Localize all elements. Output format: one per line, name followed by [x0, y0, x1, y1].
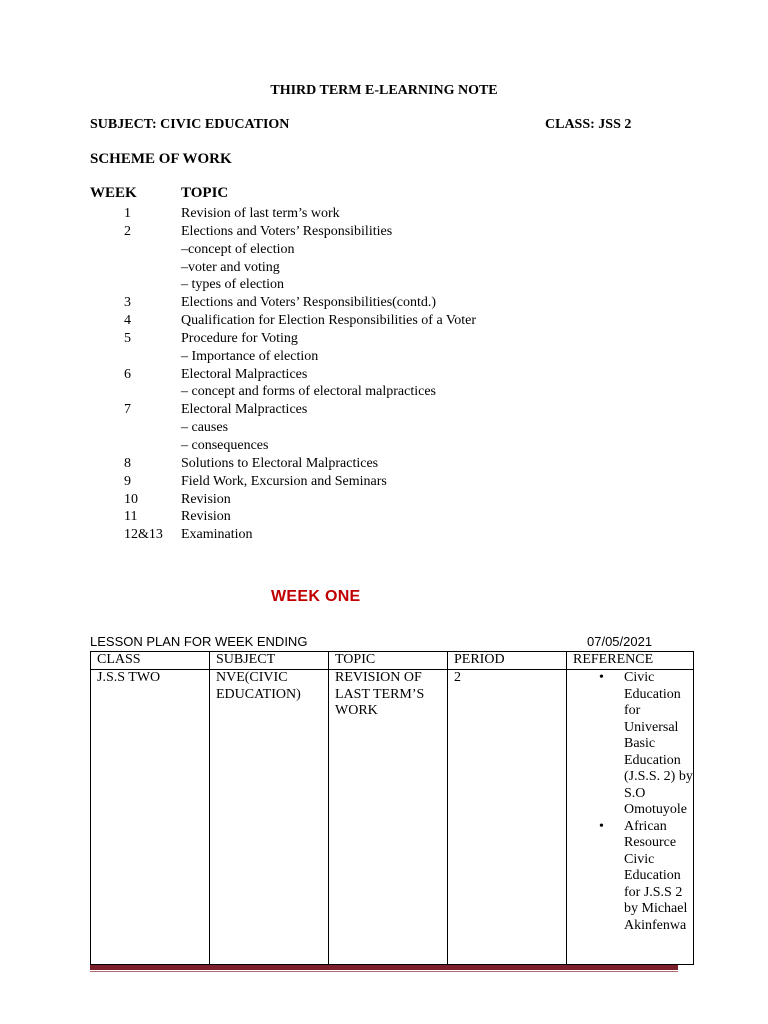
week-topic: – Importance of election	[181, 348, 319, 364]
page-title: THIRD TERM E-LEARNING NOTE	[270, 83, 498, 98]
week-number: 6	[124, 366, 131, 382]
schedule-row	[0, 348, 768, 366]
schedule-row	[0, 508, 768, 526]
week-number: 10	[124, 491, 138, 507]
week-number: 9	[124, 473, 131, 489]
week-topic: Revision	[181, 509, 231, 525]
week-number: 1	[124, 206, 131, 221]
week-number: 3	[124, 295, 131, 311]
week-topic: Electoral Malpractices	[181, 402, 308, 418]
cell-period: 2	[448, 670, 567, 965]
week-topic: Procedure for Voting	[181, 330, 298, 346]
cell-class: J.S.S TWO	[91, 670, 210, 965]
lesson-plan-table	[90, 651, 694, 965]
schedule-row	[0, 401, 768, 419]
reference-list	[573, 670, 693, 934]
cell-topic: REVISION OF LAST TERM’S WORK	[329, 670, 448, 965]
week-column-header: WEEK	[90, 185, 137, 201]
schedule-row	[0, 276, 768, 294]
week-topic: – types of election	[181, 277, 285, 293]
lesson-plan-date: 07/05/2021	[587, 634, 653, 649]
week-topic: – consequences	[181, 437, 269, 453]
footer-rule	[90, 965, 678, 970]
week-number: 2	[124, 223, 131, 239]
week-topic: – concept and forms of electoral malpractices	[181, 384, 436, 400]
week-number: 11	[124, 509, 138, 525]
schedule-row	[0, 473, 768, 491]
week-topic: – causes	[181, 420, 229, 436]
schedule-row	[0, 205, 768, 223]
schedule-row	[0, 455, 768, 473]
header-period: PERIOD	[448, 652, 567, 670]
schedule-row	[0, 491, 768, 509]
table-row	[91, 670, 694, 965]
schedule-row	[0, 383, 768, 401]
week-topic: Revision	[181, 491, 231, 507]
reference-item: • Civic Education for Universal Basic Education (J.S.S. 2) by S.O Omotuyole	[624, 670, 694, 819]
week-topic: Elections and Voters’ Responsibilities(contd.)	[181, 295, 437, 311]
week-number: 12&13	[124, 527, 163, 543]
week-topic: –voter and voting	[181, 259, 280, 275]
lesson-plan-label: LESSON PLAN FOR WEEK ENDING	[90, 634, 308, 649]
topic-column-header: TOPIC	[181, 185, 229, 201]
week-topic: Revision of last term’s work	[181, 206, 340, 221]
subject-label: SUBJECT: CIVIC EDUCATION	[90, 117, 290, 132]
scheme-heading: SCHEME OF WORK	[90, 151, 232, 167]
schedule-row	[0, 330, 768, 348]
week-number: 7	[124, 402, 131, 418]
header-topic: TOPIC	[329, 652, 448, 670]
scheme-of-work-list	[0, 205, 768, 544]
header-subject: SUBJECT	[210, 652, 329, 670]
week-number: 5	[124, 330, 131, 346]
week-topic: Solutions to Electoral Malpractices	[181, 455, 379, 471]
week-topic: Qualification for Election Responsibilities of a Voter	[181, 313, 476, 329]
schedule-row	[0, 437, 768, 455]
schedule-row	[0, 259, 768, 277]
cell-reference	[567, 670, 694, 965]
week-number: 8	[124, 455, 131, 471]
header-class: CLASS	[91, 652, 210, 670]
week-number: 4	[124, 313, 131, 329]
cell-subject: NVE(CIVIC EDUCATION)	[210, 670, 329, 965]
week-topic: –concept of election	[181, 241, 295, 257]
schedule-row	[0, 294, 768, 312]
week-topic: Electoral Malpractices	[181, 366, 308, 382]
schedule-row	[0, 312, 768, 330]
week-topic: Field Work, Excursion and Seminars	[181, 473, 387, 489]
schedule-row	[0, 241, 768, 259]
schedule-row	[0, 366, 768, 384]
header-reference: REFERENCE	[567, 652, 694, 670]
table-header-row	[91, 652, 694, 670]
reference-item: • African Resource Civic Education for J.S.S 2 by Michael Akinfenwa	[624, 819, 694, 935]
schedule-row	[0, 526, 768, 544]
week-topic: Elections and Voters’ Responsibilities	[181, 223, 393, 239]
week-one-heading: WEEK ONE	[271, 588, 361, 605]
week-topic: Examination	[181, 527, 253, 543]
class-label: CLASS: JSS 2	[545, 117, 632, 132]
schedule-row	[0, 419, 768, 437]
footer-rule-thin	[90, 971, 678, 972]
schedule-row	[0, 223, 768, 241]
